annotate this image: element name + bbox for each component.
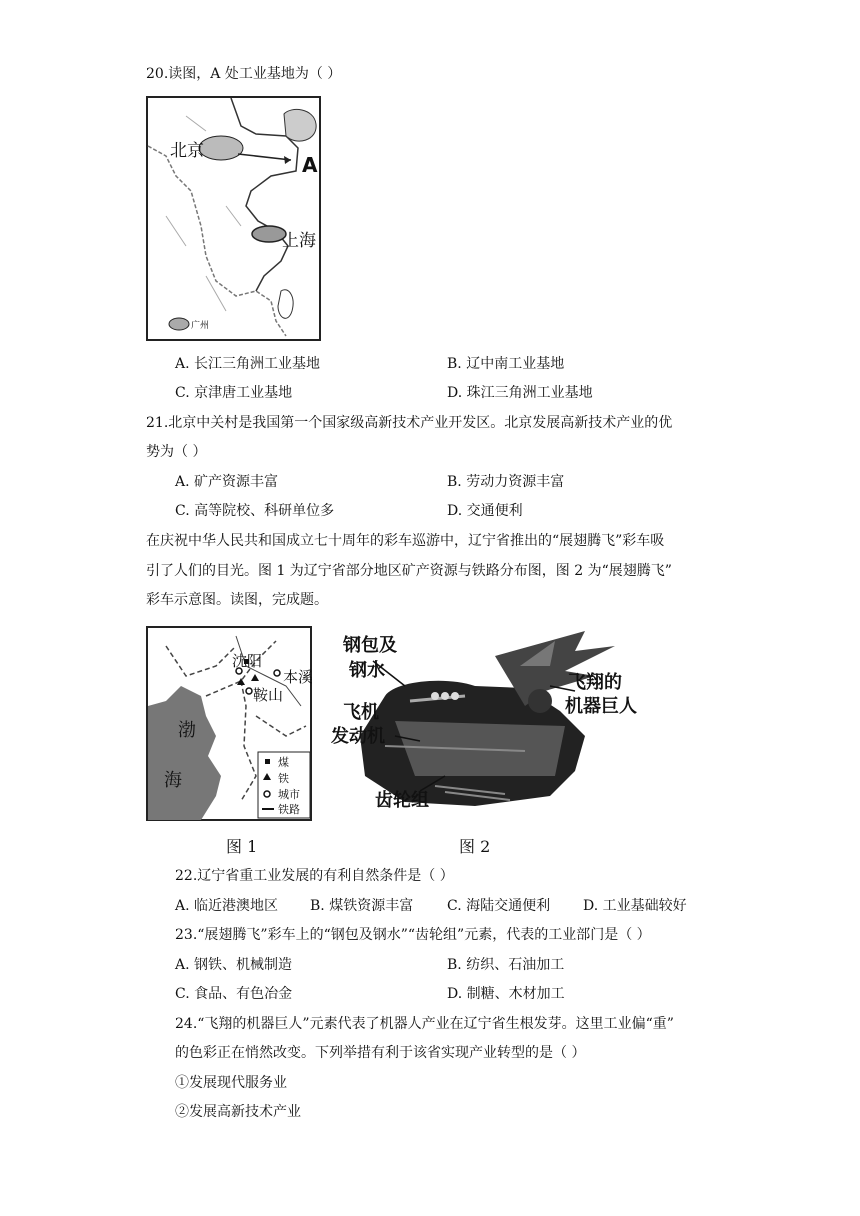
q22-option-b: B. 煤铁资源丰富 — [310, 898, 414, 914]
q22-stem: 22.辽宁省重工业发展的有利自然条件是（ ） — [175, 868, 454, 884]
fig1-label-shenyang: 沈阳 — [232, 652, 263, 670]
passage-line1: 在庆祝中华人民共和国成立七十周年的彩车巡游中，辽宁省推出的“展翅腾飞”彩车吸 — [146, 533, 665, 549]
fig1-label-benxi: 本溪 — [283, 668, 312, 686]
q24-stem-line1: 24.“飞翔的机器巨人”元素代表了机器人产业在辽宁省生根发芽。这里工业偏“重” — [175, 1016, 674, 1032]
fig2-label-robot-1: 飞翔的 — [568, 672, 622, 693]
q23-option-d: D. 制糖、木材加工 — [447, 986, 565, 1002]
fig1-label-bo: 渤 — [178, 720, 196, 741]
legend-coal: 煤 — [278, 756, 289, 769]
q24-stem-line2: 的色彩正在悄然改变。下列举措有利于该省实现产业转型的是（ ） — [175, 1045, 586, 1061]
map-label-shanghai: 上海 — [282, 231, 316, 251]
fig2-label-gear: 齿轮组 — [375, 790, 429, 811]
q22-option-a: A. 临近港澳地区 — [175, 898, 279, 914]
q20-map — [146, 96, 321, 341]
q20-option-d: D. 珠江三角洲工业基地 — [447, 385, 593, 401]
fig2-label-ladle-1: 钢包及 — [343, 635, 397, 656]
q20-option-c: C. 京津唐工业基地 — [175, 385, 293, 401]
q24-item-1: ①发展现代服务业 — [175, 1075, 287, 1091]
figure-2-float — [325, 626, 650, 816]
legend-coal-icon — [265, 759, 270, 764]
q24-item-2: ②发展高新技术产业 — [175, 1104, 301, 1120]
map-label-beijing: 北京 — [170, 141, 204, 161]
q21-option-b: B. 劳动力资源丰富 — [447, 474, 565, 490]
q22-option-c: C. 海陆交通便利 — [447, 898, 551, 914]
q20-option-a: A. 长江三角洲工业基地 — [175, 356, 321, 372]
q23-option-b: B. 纺织、石油加工 — [447, 957, 565, 973]
fig1-label-anshan: 鞍山 — [253, 686, 284, 704]
fig2-label-ladle-2: 钢水 — [349, 660, 385, 681]
q21-option-c: C. 高等院校、科研单位多 — [175, 503, 335, 519]
q23-stem: 23.“展翅腾飞”彩车上的“钢包及钢水”“齿轮组”元素，代表的工业部门是（ ） — [175, 927, 651, 943]
fig2-label-engine-1: 飞机 — [343, 702, 379, 723]
passage-line2: 引了人们的目光。图 1 为辽宁省部分地区矿产资源与铁路分布图，图 2 为“展翅腾飞” — [146, 563, 672, 579]
q20-stem: 20.读图，A 处工业基地为（ ） — [146, 66, 342, 82]
legend-city: 城市 — [278, 788, 300, 801]
map-label-guangzhou: 广州 — [191, 321, 210, 331]
q23-option-a: A. 钢铁、机械制造 — [175, 957, 293, 973]
q21-stem-line2: 势为（ ） — [146, 444, 207, 460]
q21-stem-line1: 21.北京中关村是我国第一个国家级高新技术产业开发区。北京发展高新技术产业的优 — [146, 415, 673, 431]
passage-line3: 彩车示意图。读图，完成题。 — [146, 592, 328, 608]
q23-option-c: C. 食品、有色冶金 — [175, 986, 293, 1002]
figure-1-map — [146, 626, 312, 821]
fig2-label-engine-2: 发动机 — [331, 726, 385, 747]
q22-option-d: D. 工业基础较好 — [583, 898, 687, 914]
q20-option-b: B. 辽中南工业基地 — [447, 356, 565, 372]
fig2-label-robot-2: 机器巨人 — [565, 696, 637, 717]
q21-option-d: D. 交通便利 — [447, 503, 523, 519]
legend-iron: 铁 — [278, 772, 289, 785]
q21-option-a: A. 矿产资源丰富 — [175, 474, 279, 490]
legend-railway: 铁路 — [278, 803, 300, 816]
figure-2-caption: 图 2 — [459, 837, 491, 856]
map-label-a: A — [302, 153, 318, 177]
figure-1-caption: 图 1 — [226, 837, 258, 856]
fig1-label-hai: 海 — [164, 770, 182, 791]
